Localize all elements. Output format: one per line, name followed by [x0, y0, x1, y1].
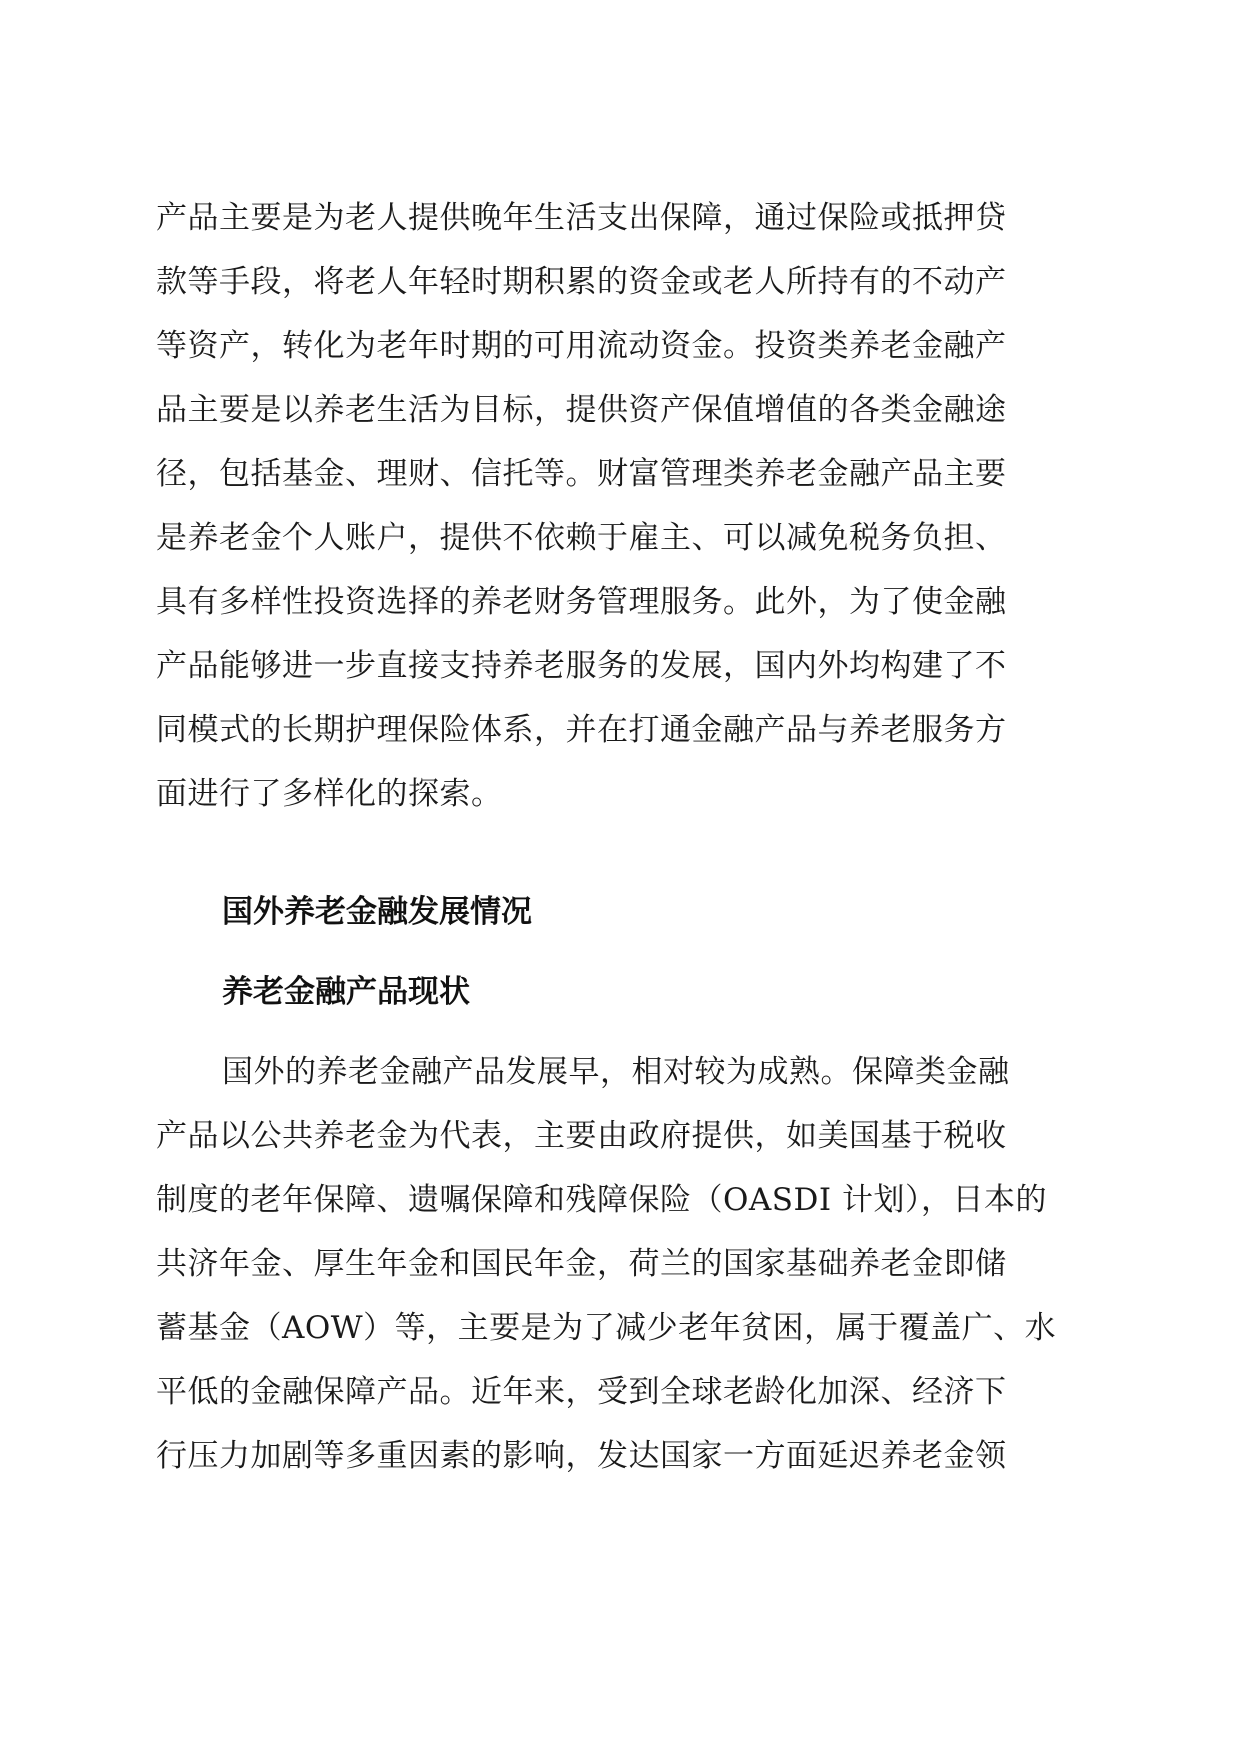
paragraph-line: 面进行了多样化的探索。	[156, 776, 503, 812]
paragraph-line: 蓄基金（AOW）等，主要是为了减少老年贫困，属于覆盖广、水	[156, 1310, 1057, 1346]
paragraph-line: 径，包括基金、理财、信托等。财富管理类养老金融产品主要	[156, 456, 1007, 492]
paragraph-body-2	[156, 1040, 1096, 1488]
paragraph-line: 国外的养老金融产品发展早，相对较为成熟。保障类金融	[222, 1054, 1010, 1090]
subsection-heading: 养老金融产品现状	[222, 974, 470, 1010]
paragraph-line: 具有多样性投资选择的养老财务管理服务。此外，为了使金融	[156, 584, 1007, 620]
paragraph-line: 产品以公共养老金为代表，主要由政府提供，如美国基于税收	[156, 1118, 1007, 1154]
paragraph-body-1	[156, 186, 1096, 826]
paragraph-line: 同模式的长期护理保险体系，并在打通金融产品与养老服务方	[156, 712, 1007, 748]
paragraph-line: 平低的金融保障产品。近年来，受到全球老龄化加深、经济下	[156, 1374, 1007, 1410]
paragraph-line: 共济年金、厚生年金和国民年金，荷兰的国家基础养老金即储	[156, 1246, 1007, 1282]
paragraph-line: 行压力加剧等多重因素的影响，发达国家一方面延迟养老金领	[156, 1438, 1007, 1474]
paragraph-line: 品主要是以养老生活为目标，提供资产保值增值的各类金融途	[156, 392, 1007, 428]
paragraph-line: 产品能够进一步直接支持养老服务的发展，国内外均构建了不	[156, 648, 1007, 684]
paragraph-line: 款等手段，将老人年轻时期积累的资金或老人所持有的不动产	[156, 264, 1007, 300]
paragraph-line: 制度的老年保障、遗嘱保障和残障保险（OASDI 计划），日本的	[156, 1182, 1047, 1218]
paragraph-line: 等资产，转化为老年时期的可用流动资金。投资类养老金融产	[156, 328, 1007, 364]
paragraph-line: 产品主要是为老人提供晚年生活支出保障，通过保险或抵押贷	[156, 200, 1007, 236]
section-heading: 国外养老金融发展情况	[222, 894, 532, 930]
paragraph-line: 是养老金个人账户，提供不依赖于雇主、可以减免税务负担、	[156, 520, 1007, 556]
